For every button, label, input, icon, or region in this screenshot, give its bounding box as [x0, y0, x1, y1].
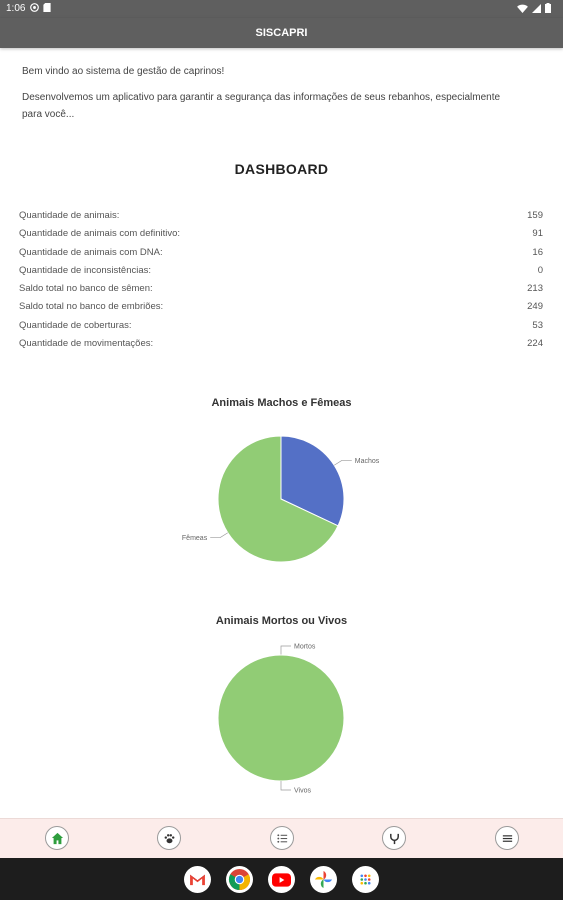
stat-value: 16 — [532, 246, 543, 258]
chrome-app[interactable] — [226, 866, 253, 893]
stat-row — [19, 225, 543, 243]
nav-home-button[interactable] — [45, 826, 69, 850]
youtube-app[interactable] — [268, 866, 295, 893]
notification-icon — [30, 3, 39, 12]
app-bar — [0, 18, 563, 48]
stat-row — [19, 298, 543, 316]
description-text: Desenvolvemos um aplicativo para garantir a segurança das informações de seus rebanhos, especialmente para você... — [22, 92, 501, 120]
stat-row — [19, 317, 543, 335]
breeding-icon — [388, 832, 401, 845]
stat-label: Saldo total no banco de embriões: — [19, 301, 164, 313]
gmail-app[interactable] — [184, 866, 211, 893]
stat-value: 91 — [532, 228, 543, 240]
stat-value: 159 — [527, 210, 543, 221]
photos-icon — [314, 870, 333, 889]
battery-icon — [545, 3, 551, 13]
nav-list-button[interactable] — [270, 826, 294, 850]
menu-icon — [501, 832, 514, 845]
chrome-icon — [228, 868, 251, 891]
bottom-nav — [0, 818, 563, 859]
pie-label-mortos: Mortos — [294, 643, 316, 651]
stat-value: 53 — [532, 319, 543, 331]
label-leader-line — [281, 646, 291, 655]
pie-slice-vivos[interactable] — [218, 655, 344, 781]
stat-label: Quantidade de inconsistências: — [19, 264, 152, 276]
stat-label: Quantidade de animais com DNA: — [19, 246, 163, 258]
photos-app[interactable] — [310, 866, 337, 893]
stat-row — [19, 207, 543, 225]
stat-label: Quantidade de coberturas: — [19, 319, 132, 331]
pie-label-vivos: Vivos — [294, 787, 311, 795]
app-drawer-button[interactable] — [352, 866, 379, 893]
pie-label-fêmeas: Fêmeas — [181, 535, 208, 543]
stat-label: Saldo total no banco de sêmen: — [19, 283, 153, 295]
stat-label: Quantidade de animais com definitivo: — [19, 228, 181, 240]
welcome-text: Bem vindo ao sistema de gestão de caprinos! — [22, 66, 225, 77]
stat-value: 213 — [527, 283, 543, 295]
stat-label: Quantidade de animais: — [19, 210, 120, 221]
stat-value: 224 — [527, 338, 543, 350]
pie-label-machos: Machos — [354, 457, 380, 465]
app-drawer-icon — [359, 873, 372, 886]
gmail-icon — [189, 873, 206, 886]
app-title: SISCAPRI — [255, 27, 308, 39]
dashboard-title: DASHBOARD — [234, 161, 329, 177]
label-leader-line — [334, 460, 352, 465]
label-leader-line — [281, 781, 291, 790]
youtube-icon — [272, 873, 291, 887]
nav-animals-button[interactable] — [157, 826, 181, 850]
status-bar — [0, 0, 563, 18]
stat-row — [19, 335, 543, 353]
chart-title-status: Animais Mortos ou Vivos — [215, 615, 348, 627]
stat-label: Quantidade de movimentações: — [19, 338, 154, 350]
stat-row — [19, 262, 543, 280]
android-dock — [0, 858, 563, 900]
chart-title-sex: Animais Machos e Fêmeas — [211, 397, 352, 409]
stat-value: 249 — [527, 301, 543, 313]
signal-icon — [532, 4, 541, 13]
stats-list — [19, 207, 543, 353]
wifi-icon — [517, 4, 528, 13]
list-icon — [276, 832, 289, 845]
stat-row — [19, 244, 543, 262]
stat-row — [19, 280, 543, 298]
pie-chart-sex — [0, 420, 563, 590]
sim-card-icon — [43, 3, 51, 12]
nav-menu-button[interactable] — [495, 826, 519, 850]
stat-value: 0 — [537, 264, 543, 276]
label-leader-line — [210, 533, 228, 538]
paw-icon — [163, 832, 176, 845]
status-time: 1:06 — [6, 3, 26, 14]
intro-section — [22, 63, 522, 132]
pie-chart-status — [0, 632, 563, 807]
nav-breeding-button[interactable] — [382, 826, 406, 850]
home-icon — [51, 832, 64, 845]
